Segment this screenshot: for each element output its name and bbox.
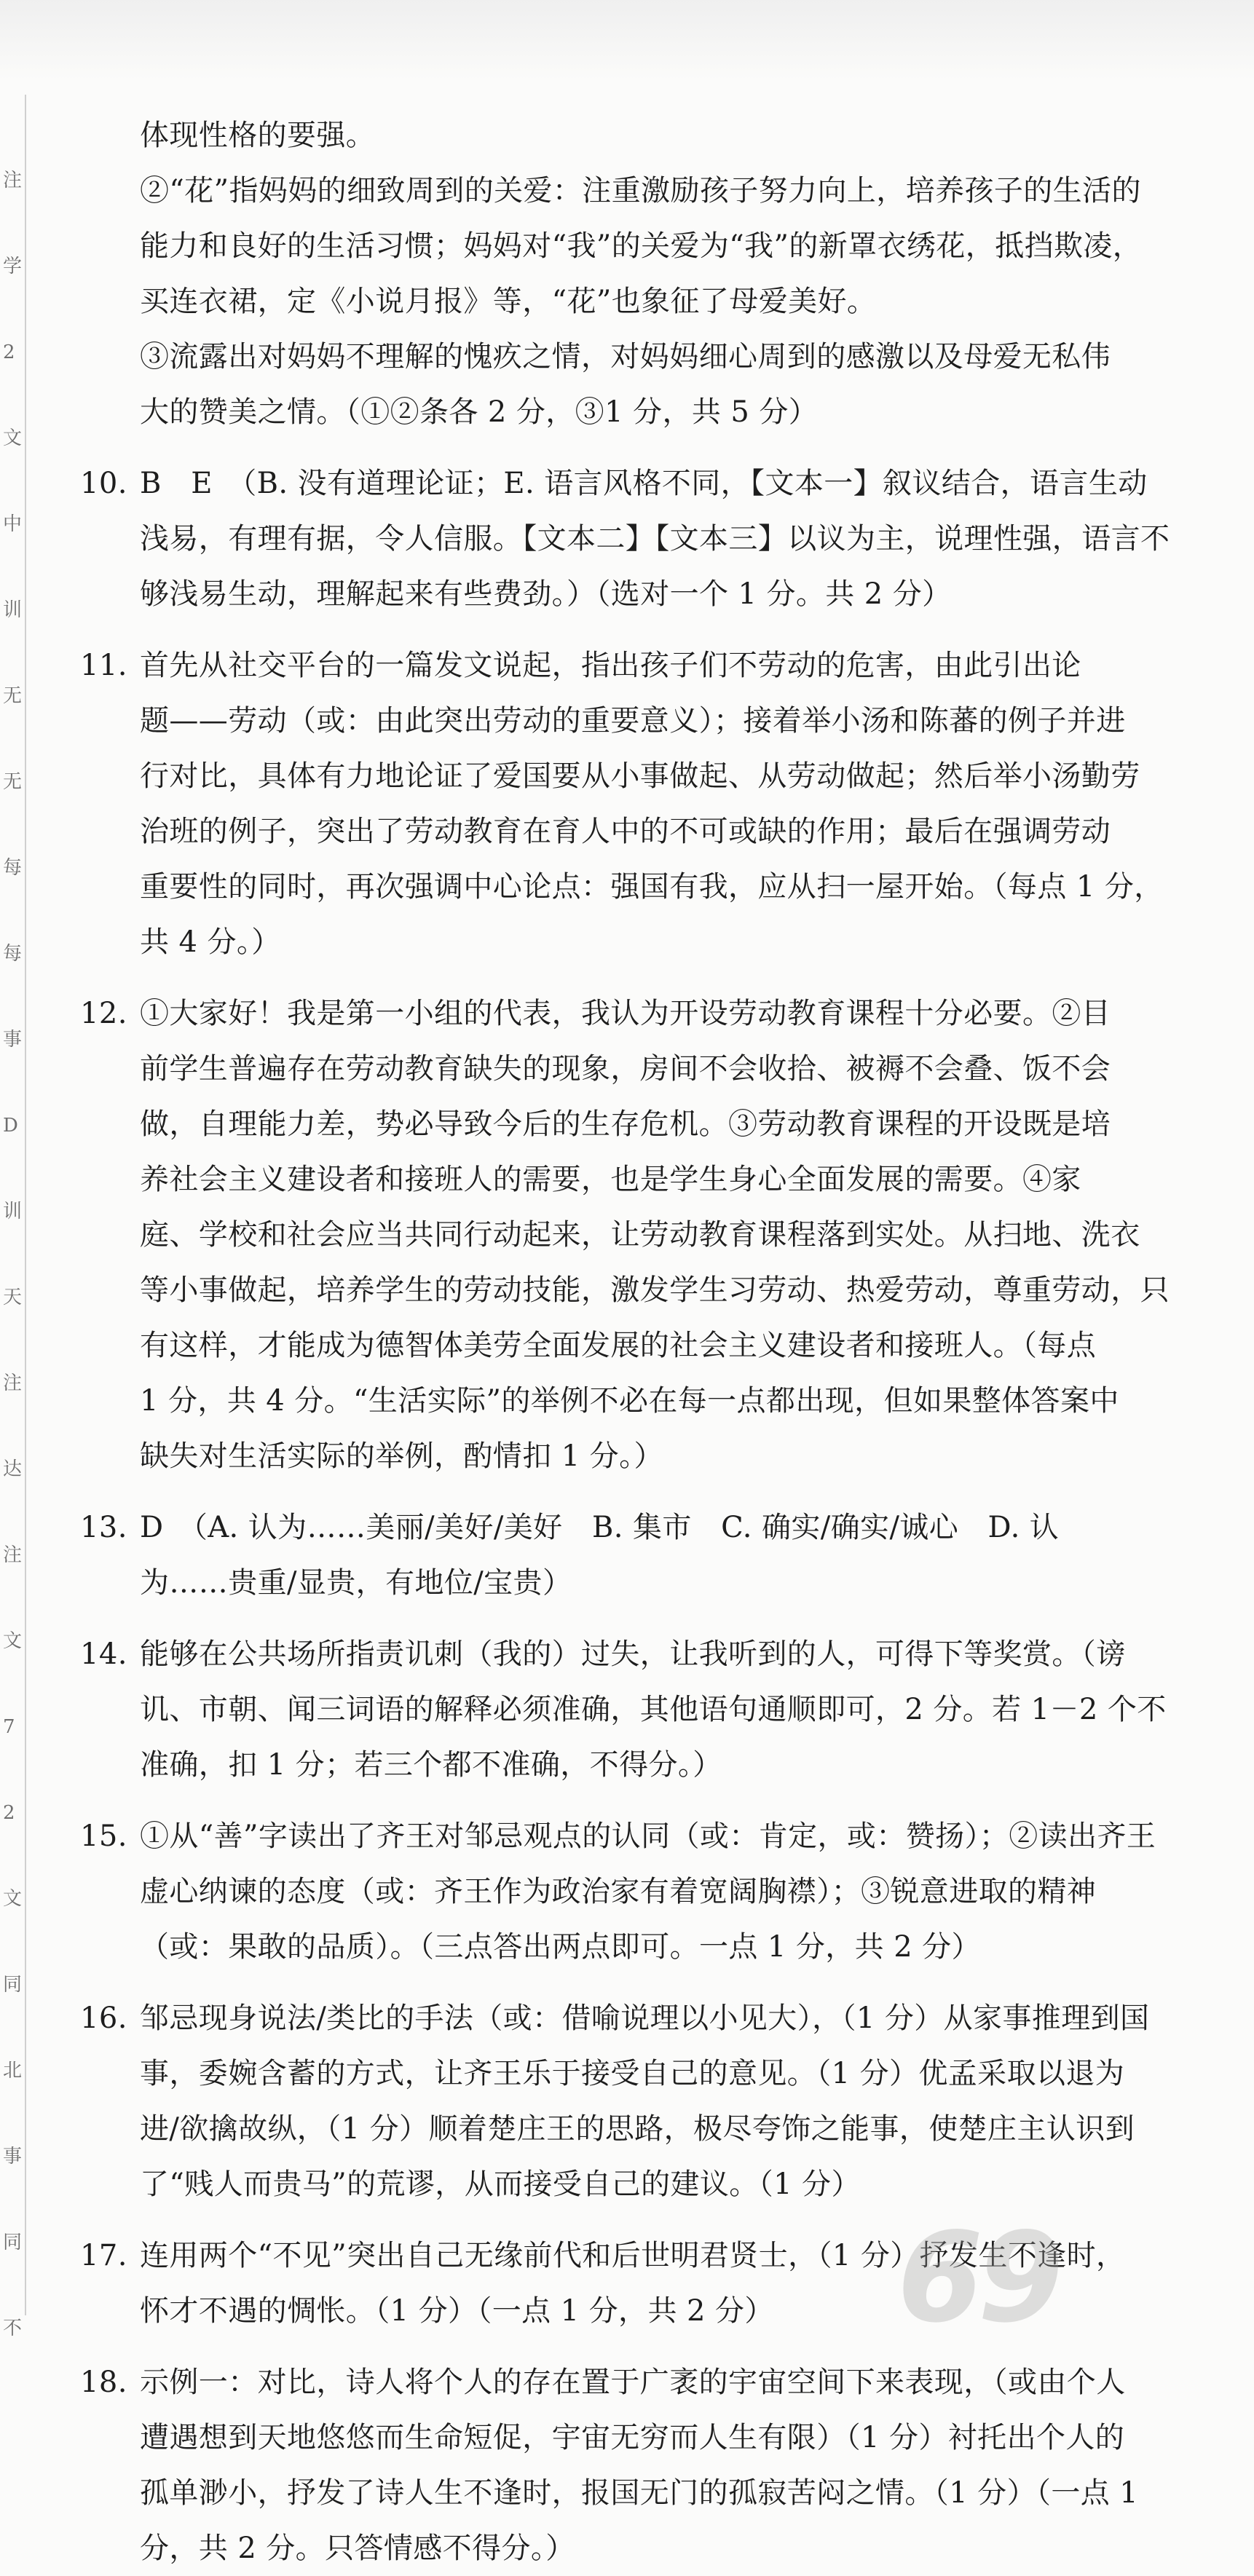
answer-item-first-line [80, 1500, 1114, 1555]
answer-text: 能力和良好的生活习惯；妈妈对“我”的关爱为“我”的新罩衣绣花，抵挡欺凌， [140, 229, 1143, 263]
answer-text: 缺失对生活实际的举例，酌情扣 1 分。） [140, 1439, 663, 1473]
spine-char: 文 [3, 1630, 23, 1652]
answer-text: ①从“善”字读出了齐王对邹忌观点的认同（或：肯定，或：赞扬）；②读出齐王 [140, 1820, 1156, 1853]
item-number: 13. [80, 1511, 127, 1544]
answer-item-first-line [80, 1809, 1156, 1864]
answer-text: B E （B. 没有道理论证；E. 语言风格不同，【文本一】叙议结合，语言生动 [140, 467, 1148, 500]
spine-char: 2 [3, 341, 15, 363]
answer-text: 养社会主义建设者和接班人的需要，也是学生身心全面发展的需要。④家 [140, 1163, 1081, 1196]
answer-text: 1 分，共 4 分。“生活实际”的举例不必在每一点都出现，但如果整体答案中 [140, 1384, 1119, 1418]
answer-text: 前学生普遍存在劳动教育缺失的现象，房间不会收拾、被褥不会叠、饭不会 [140, 1052, 1111, 1086]
spine-char: 2 [3, 1802, 15, 1824]
answer-line [80, 2465, 1139, 2521]
answer-text: 遭遇想到天地悠悠而生命短促，宇宙无穷而人生有限）（1 分）衬托出个人的 [140, 2421, 1125, 2454]
answer-line [80, 511, 1170, 566]
item-gap [80, 1611, 1114, 1627]
item-number: 12. [80, 997, 127, 1030]
answer-line [80, 1429, 1114, 1484]
answer-text: 首先从社交平台的一篇发文说起，指出孩子们不劳动的危害，由此引出论 [140, 649, 1081, 682]
answer-text: 讥、市朝、闻三词语的解释必须准确，其他语句通顺即可，2 分。若 1－2 个不 [140, 1693, 1167, 1726]
answer-text: ②“花”指妈妈的细致周到的关爱：注重激励孩子努力向上，培养孩子的生活的 [140, 174, 1141, 208]
spine-char: 文 [3, 427, 23, 449]
answer-text: 进/欲擒故纵，（1 分）顺着楚庄王的思路，极尽夸饰之能事，使楚庄主认识到 [140, 2112, 1135, 2146]
answer-line [80, 1263, 1170, 1318]
spine-char: 达 [3, 1458, 23, 1480]
answer-text: 准确，扣 1 分；若三个都不准确，不得分。） [140, 1748, 722, 1782]
answer-line [80, 1682, 1167, 1737]
spine-char: 文 [3, 1888, 23, 1910]
item-number: 15. [80, 1820, 127, 1853]
answer-text: 体现性格的要强。 [140, 119, 376, 152]
answer-text: 孤单渺小，抒发了诗人生不逢时，报国无门的孤寂苦闷之情。（1 分）（一点 1 [140, 2476, 1139, 2510]
item-gap [80, 1975, 1114, 1991]
answer-line [80, 108, 1114, 163]
answer-item-first-line [80, 456, 1148, 511]
answer-line [80, 2410, 1125, 2465]
answer-line [80, 1919, 1114, 1975]
answer-line [80, 1555, 1114, 1611]
answer-text: （或：果敢的品质）。（三点答出两点即可。一点 1 分，共 2 分） [140, 1930, 981, 1964]
answer-text: 有这样，才能成为德智体美劳全面发展的社会主义建设者和接班人。（每点 [140, 1329, 1097, 1362]
answer-line [80, 384, 1114, 440]
answer-text: 重要性的同时，再次强调中心论点：强国有我，应从扫一屋开始。（每点 1 分， [140, 870, 1164, 904]
answer-line [80, 566, 1114, 622]
answer-text: 等小事做起，培养学生的劳动技能，激发学生习劳动、热爱劳动，尊重劳动，只 [140, 1273, 1170, 1307]
spine-char: 事 [3, 2146, 23, 2168]
item-gap [80, 440, 1114, 456]
answer-line [80, 1041, 1114, 1097]
answer-line [80, 218, 1143, 274]
answer-line [80, 2046, 1125, 2101]
answer-line [80, 329, 1114, 384]
answer-text: 够浅易生动，理解起来有些费劲。）（选对一个 1 分。共 2 分） [140, 577, 952, 611]
answer-text: 连用两个“不见”突出自己无缘前代和后世明君贤士，（1 分）抒发生不逢时， [140, 2239, 1126, 2272]
answer-text: ①大家好！我是第一小组的代表，我认为开设劳动教育课程十分必要。②目 [140, 997, 1111, 1030]
item-number: 14. [80, 1637, 127, 1671]
spine-char: 无 [3, 685, 23, 707]
answer-line [80, 163, 1141, 218]
answer-text: 邹忌现身说法/类比的手法（或：借喻说理以小见大），（1 分）从家事推理到国 [140, 2002, 1150, 2035]
answer-text: 分，共 2 分。只答情感不得分。） [140, 2532, 575, 2565]
spine-char: 学 [3, 256, 23, 277]
answer-line [80, 1737, 1114, 1793]
answer-text: 大的赞美之情。（①②条各 2 分，③1 分，共 5 分） [140, 395, 819, 429]
answer-line [80, 2157, 1114, 2212]
item-number: 17. [80, 2239, 127, 2272]
answer-text: 了“贱人而贵马”的荒谬，从而接受自己的建议。（1 分） [140, 2168, 861, 2201]
answer-line [80, 748, 1140, 804]
spine-char: D [3, 1115, 18, 1137]
spine-char: 7 [3, 1716, 15, 1738]
answer-line [80, 693, 1126, 748]
answer-item-first-line [80, 2355, 1126, 2410]
answer-text: 能够在公共场所指责讥刺（我的）过失，让我听到的人，可得下等奖赏。（谤 [140, 1637, 1126, 1671]
answer-text: ③流露出对妈妈不理解的愧疚之情，对妈妈细心周到的感激以及母爱无私伟 [140, 340, 1111, 374]
answer-line [80, 1318, 1114, 1373]
answer-text: 买连衣裙，定《小说月报》等，“花”也象征了母爱美好。 [140, 285, 877, 318]
spine-char: 注 [3, 1372, 23, 1394]
answer-line [80, 914, 1114, 970]
item-gap [80, 622, 1114, 638]
answer-item-first-line [80, 1627, 1126, 1682]
answer-line [80, 859, 1164, 914]
spine-char: 注 [3, 1544, 23, 1566]
answer-text: 治班的例子，突出了劳动教育在育人中的不可或缺的作用；最后在强调劳动 [140, 815, 1111, 848]
answer-text: D （A. 认为……美丽/美好/美好 B. 集市 C. 确实/确实/诚心 D. 认 [140, 1511, 1060, 1544]
item-number: 18. [80, 2366, 127, 2399]
answer-text: 示例一：对比，诗人将个人的存在置于广袤的宇宙空间下来表现，（或由个人 [140, 2366, 1126, 2399]
answer-text: 庭、学校和社会应当共同行动起来，让劳动教育课程落到实处。从扫地、洗衣 [140, 1218, 1140, 1252]
answer-item-first-line [80, 986, 1114, 1041]
scan-shadow [0, 0, 1254, 80]
page-number: 69 [897, 2206, 1058, 2350]
answer-line [80, 804, 1114, 859]
spine-char: 同 [3, 2232, 23, 2253]
item-gap [80, 1484, 1114, 1500]
answer-text: 行对比，具体有力地论证了爱国要从小事做起、从劳动做起；然后举小汤勤劳 [140, 759, 1140, 793]
answer-line [80, 1373, 1119, 1429]
spine-char: 每 [3, 857, 23, 879]
item-number: 16. [80, 2002, 127, 2035]
spine-char: 无 [3, 771, 23, 793]
answer-item-first-line [80, 1991, 1150, 2046]
answer-item-first-line [80, 638, 1114, 693]
answer-text: 浅易，有理有据，令人信服。【文本二】【文本三】以议为主，说理性强，语言不 [140, 522, 1170, 556]
answer-line [80, 1152, 1114, 1207]
answer-line [80, 1207, 1140, 1263]
spine-char: 训 [3, 599, 23, 621]
spine-char: 中 [3, 513, 23, 535]
item-number: 10. [80, 467, 127, 500]
answer-text: 虚心纳谏的态度（或：齐王作为政治家有着宽阔胸襟）；③锐意进取的精神 [140, 1875, 1097, 1908]
item-gap [80, 1793, 1114, 1809]
spine-char: 每 [3, 943, 23, 965]
spine-char: 不 [3, 2318, 23, 2339]
spine-char: 北 [3, 2060, 23, 2082]
answer-line [80, 274, 1114, 329]
answer-text: 为……贵重/显贵，有地位/宝贵） [140, 1566, 572, 1600]
answer-line [80, 2101, 1135, 2157]
spine-char: 训 [3, 1201, 23, 1222]
page-spine-line [25, 95, 26, 2315]
answer-line [80, 1097, 1114, 1152]
spine-char: 同 [3, 1974, 23, 1996]
item-gap [80, 970, 1114, 986]
answer-line [80, 2521, 1114, 2576]
spine-char: 注 [3, 170, 23, 191]
answer-line [80, 1864, 1114, 1919]
answer-text: 题——劳动（或：由此突出劳动的重要意义）；接着举小汤和陈蕃的例子并进 [140, 704, 1126, 738]
item-number: 11. [80, 649, 127, 682]
answer-text: 做，自理能力差，势必导致今后的生存危机。③劳动教育课程的开设既是培 [140, 1107, 1111, 1141]
spine-char: 天 [3, 1287, 23, 1308]
spine-char: 事 [3, 1029, 23, 1051]
answer-text: 怀才不遇的惆怅。（1 分）（一点 1 分，共 2 分） [140, 2294, 774, 2328]
answer-text: 事，委婉含蓄的方式，让齐王乐于接受自己的意见。（1 分）优孟采取以退为 [140, 2057, 1125, 2090]
answer-text: 共 4 分。） [140, 925, 281, 959]
